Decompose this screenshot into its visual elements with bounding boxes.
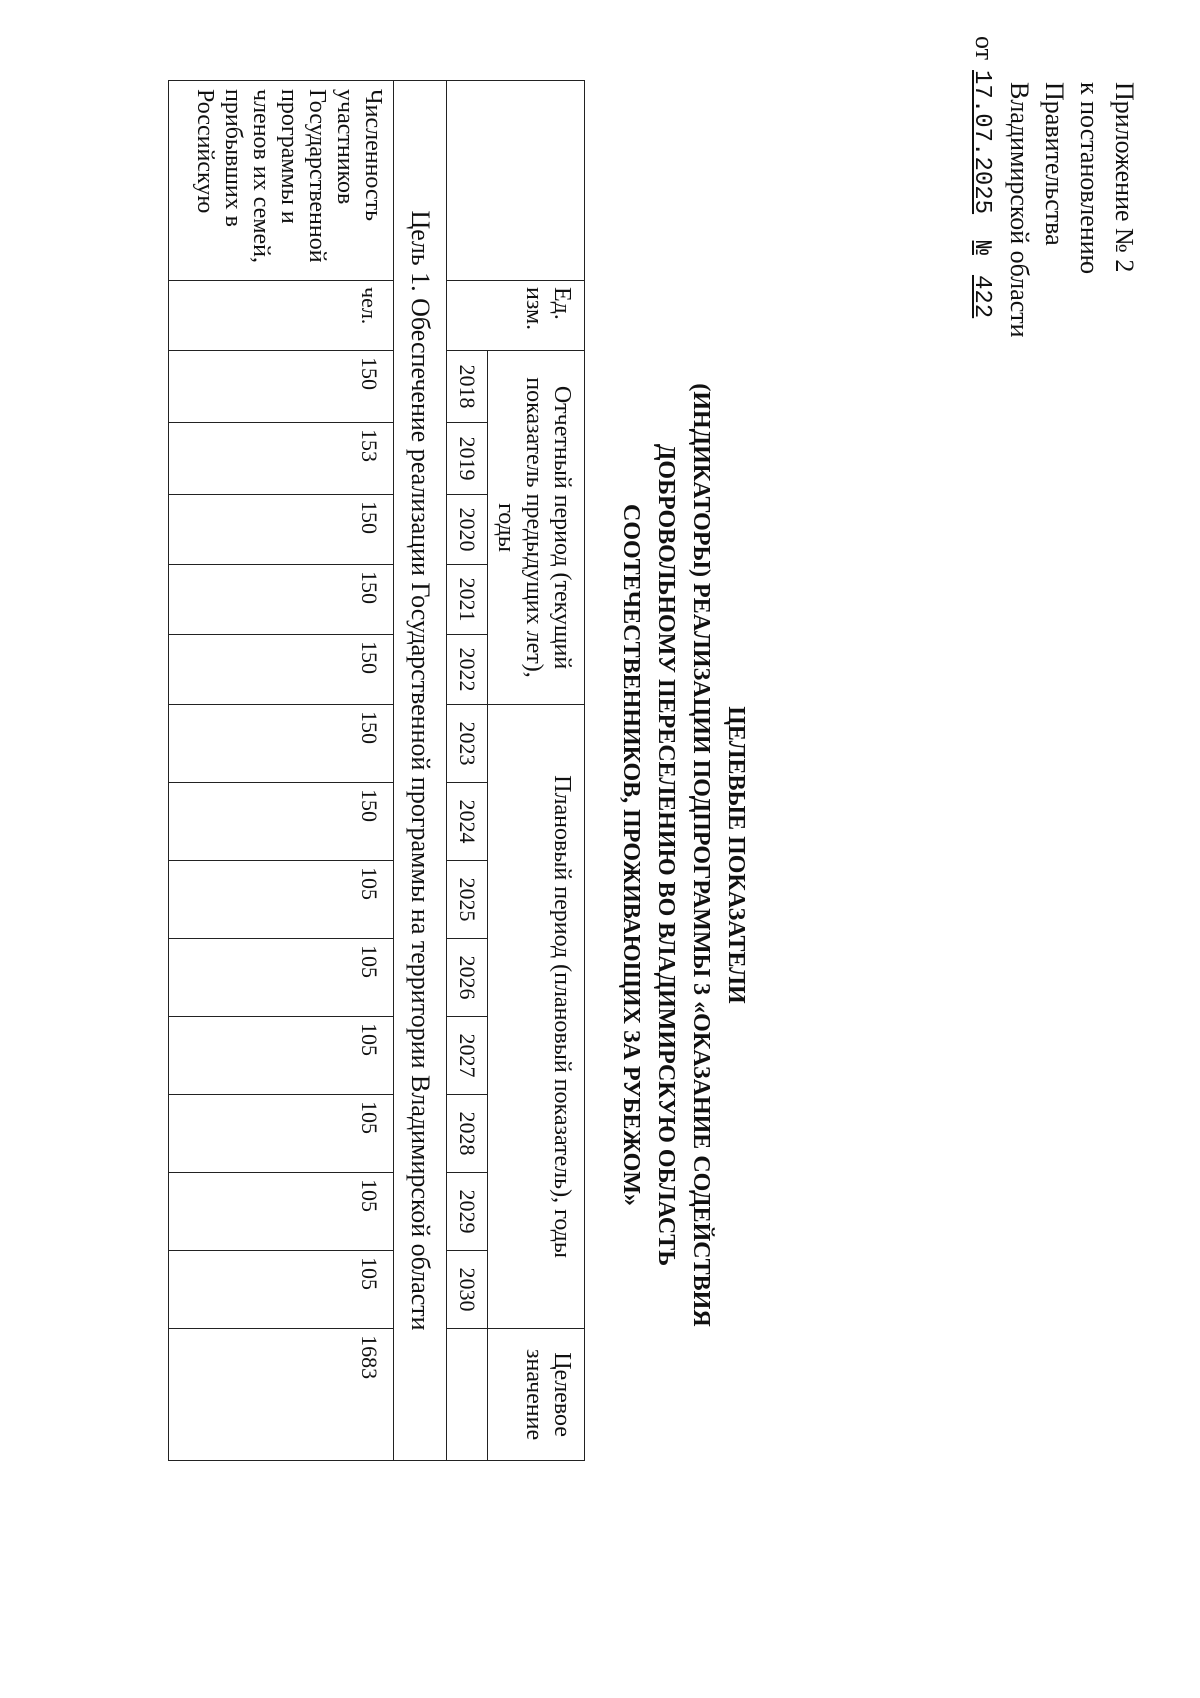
value-cell: 150 xyxy=(169,565,394,635)
value-cell: 105 xyxy=(169,861,394,939)
year-cell: 2027 xyxy=(447,1017,488,1095)
reporting-period-header: Отчетный период (текущий показатель предыдущих лет), годы xyxy=(488,351,585,705)
approval-line-2: к постановлению xyxy=(1075,82,1104,275)
value-cell: 105 xyxy=(169,1173,394,1251)
year-cell: 2029 xyxy=(447,1173,488,1251)
indicator-name-header xyxy=(447,81,585,281)
year-cell: 2026 xyxy=(447,939,488,1017)
value-cell: 150 xyxy=(169,783,394,861)
approval-line-1: Приложение № 2 xyxy=(1110,82,1139,273)
header-row xyxy=(488,81,585,1461)
document-title xyxy=(613,335,753,1375)
unit-cell: чел. xyxy=(169,281,394,351)
year-cell: 2021 xyxy=(447,565,488,635)
approval-date: 17.07.2025 xyxy=(968,70,995,215)
title-line-4: СООТЕЧЕСТВЕННИКОВ, ПРОЖИВАЮЩИХ ЗА РУБЕЖОМ» xyxy=(618,503,644,1206)
approval-line-4: Владимирской области xyxy=(1005,82,1034,338)
table-row xyxy=(169,81,394,1461)
target-value-header: Целевое значение xyxy=(488,1329,585,1461)
year-cell: 2024 xyxy=(447,783,488,861)
year-cell: 2028 xyxy=(447,1095,488,1173)
year-cell: 2018 xyxy=(447,351,488,423)
goal-1-cell: Цель 1. Обеспечение реализации Государственной программы на территории Владимирской области xyxy=(394,81,447,1461)
number-label: № xyxy=(968,240,995,255)
value-cell: 105 xyxy=(169,939,394,1017)
value-cell: 150 xyxy=(169,635,394,705)
year-cell: 2030 xyxy=(447,1251,488,1329)
goal-row xyxy=(394,81,447,1461)
approval-date-number xyxy=(964,36,1002,782)
year-cell: 2020 xyxy=(447,495,488,565)
approval-number: 422 xyxy=(968,274,995,319)
planned-period-header: Плановый период (плановый показатель), годы xyxy=(488,705,585,1329)
year-cell: 2025 xyxy=(447,861,488,939)
value-cell: 105 xyxy=(169,1017,394,1095)
from-label: от xyxy=(970,36,999,61)
title-line-2: (ИНДИКАТОРЫ) РЕАЛИЗАЦИИ ПОДПРОГРАММЫ 3 «ОКАЗАНИЕ СОДЕЙСТВИЯ xyxy=(688,383,714,1327)
value-cell: 150 xyxy=(169,705,394,783)
approval-stamp xyxy=(964,36,1142,782)
approval-line-3: Правительства xyxy=(1040,82,1069,246)
indicators-table xyxy=(168,80,585,1461)
target-value-cell: 1683 xyxy=(169,1329,394,1461)
target-year-cell xyxy=(447,1329,488,1461)
year-cell: 2022 xyxy=(447,635,488,705)
unit-header: Ед. изм. xyxy=(447,281,585,351)
year-cell: 2019 xyxy=(447,423,488,495)
value-cell: 105 xyxy=(169,1251,394,1329)
value-cell: 153 xyxy=(169,423,394,495)
title-line-3: ДОБРОВОЛЬНОМУ ПЕРЕСЕЛЕНИЮ ВО ВЛАДИМИРСКУЮ ОБЛАСТЬ xyxy=(653,443,679,1267)
indicator-name-cell: Численность участников Государственной программы и членов их семей, прибывших в Российскую xyxy=(169,81,394,281)
title-line-1: ЦЕЛЕВЫЕ ПОКАЗАТЕЛИ xyxy=(723,706,749,1004)
value-cell: 105 xyxy=(169,1095,394,1173)
value-cell: 150 xyxy=(169,351,394,423)
value-cell: 150 xyxy=(169,495,394,565)
year-cell: 2023 xyxy=(447,705,488,783)
